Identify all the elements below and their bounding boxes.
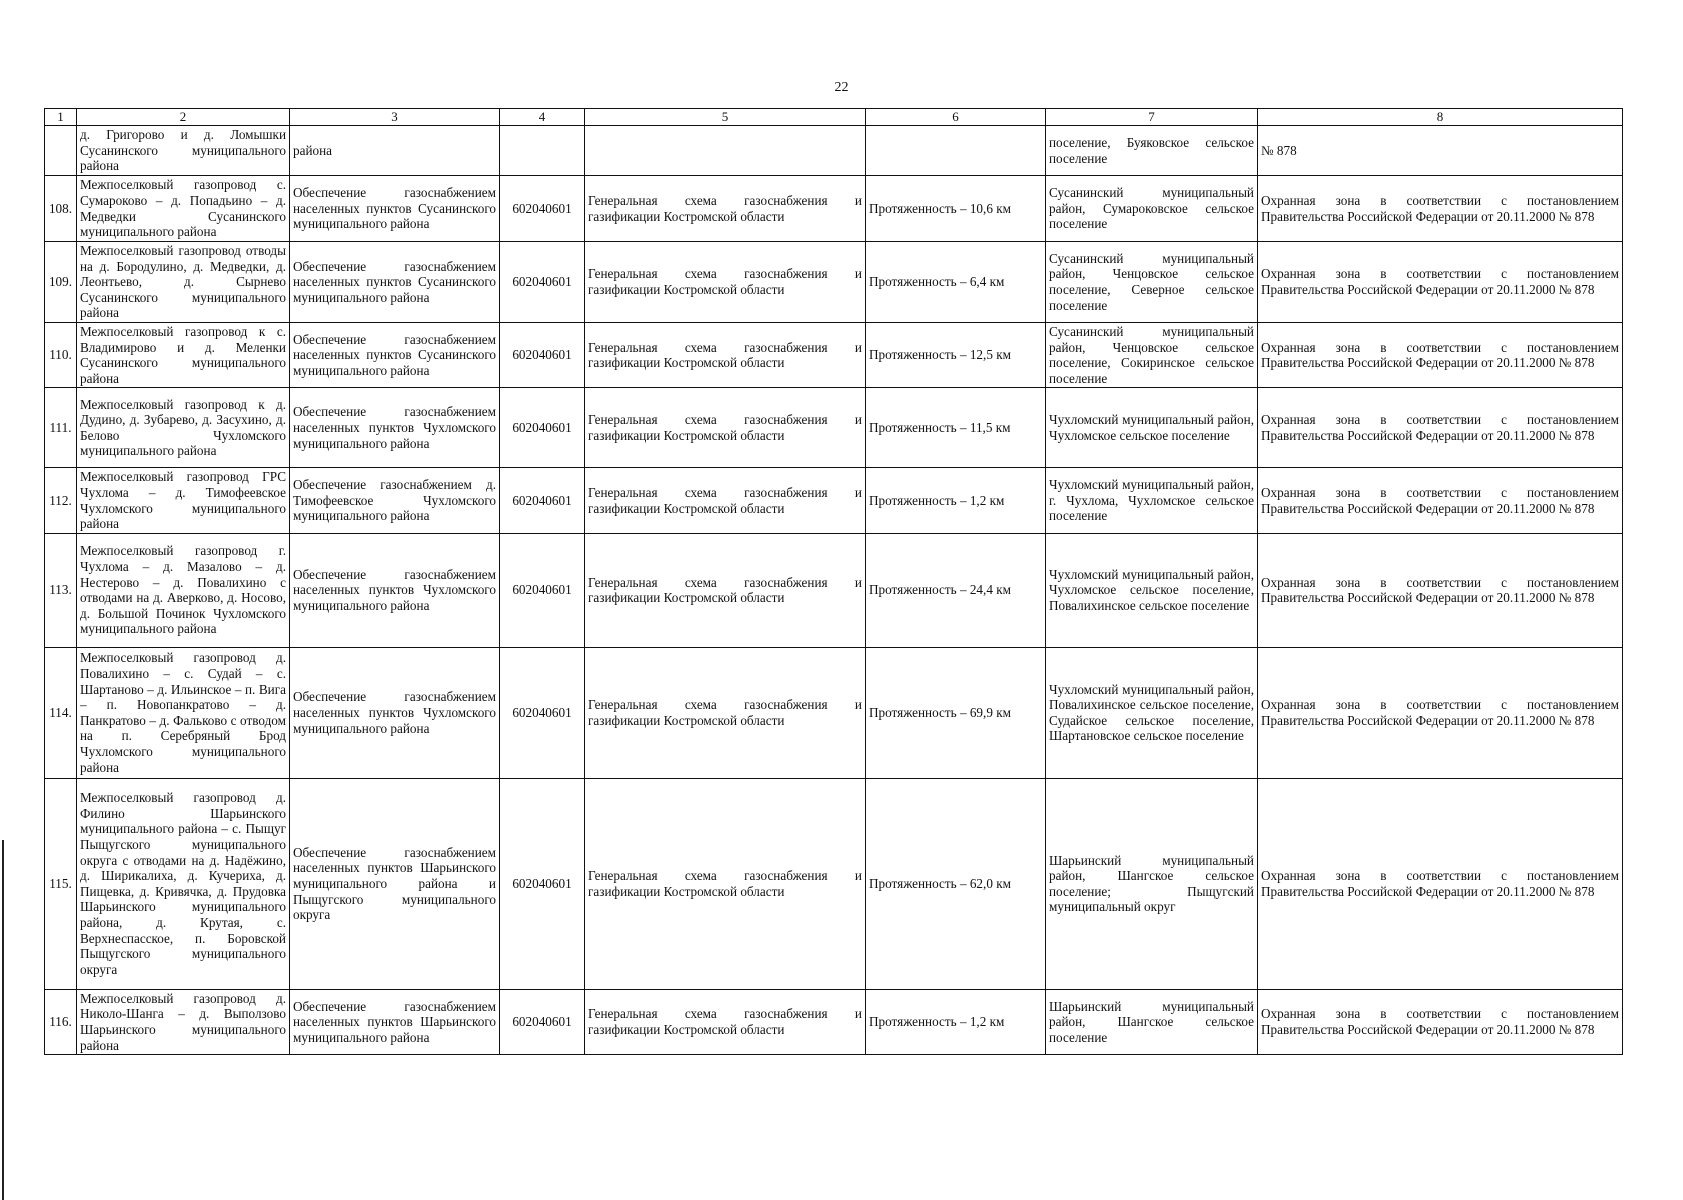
object-name-cell: Межпоселковый газопровод д. Филино Шарьинского муниципального района – с. Пыщуг Пыщугского муниципального округа с отводами на д. Надёжино, д. Ширикалиха, д. Кучериха, д. Пищевка, д. Кривячка, д. Прудовка Шарьинского муниципального района, д. Крутая, с. Верхнеспасское, п. Боровской Пыщугского муниципального округа [77,778,290,989]
column-header: 8 [1258,109,1623,126]
table-row [45,176,1623,242]
row-number-cell: 114. [45,647,77,778]
protection-zone-cell: Охранная зона в соответствии с постановлением Правительства Российской Федерации от 20.11.2000 № 878 [1258,322,1623,387]
row-number-cell: 108. [45,176,77,242]
row-number-cell: 111. [45,388,77,468]
purpose-cell: Обеспечение газоснабжением населенных пунктов Сусанинского муниципального района [290,242,500,323]
length-cell: Протяженность – 62,0 км [866,778,1046,989]
registry-table [44,108,1623,1055]
purpose-cell: Обеспечение газоснабжением населенных пунктов Сусанинского муниципального района [290,322,500,387]
document-cell: Генеральная схема газоснабжения и газификации Костромской области [585,322,866,387]
protection-zone-cell: Охранная зона в соответствии с постановлением Правительства Российской Федерации от 20.11.2000 № 878 [1258,647,1623,778]
row-number-cell: 115. [45,778,77,989]
column-header: 3 [290,109,500,126]
location-cell: Чухломский муниципальный район, Чухломское сельское поселение [1046,388,1258,468]
code-cell: 602040601 [500,242,585,323]
purpose-cell: Обеспечение газоснабжением населенных пунктов Чухломского муниципального района [290,533,500,647]
table-row [45,242,1623,323]
length-cell: Протяженность – 69,9 км [866,647,1046,778]
header-row [45,109,1623,126]
code-cell: 602040601 [500,989,585,1054]
table-rows [45,176,1623,1055]
table-row [45,322,1623,387]
document-cell: Генеральная схема газоснабжения и газификации Костромской области [585,533,866,647]
location-cell: Чухломский муниципальный район, Повалихинское сельское поселение, Судайское сельское поселение, Шартановское сельское поселение [1046,647,1258,778]
purpose-cell: Обеспечение газоснабжением д. Тимофеевское Чухломского муниципального района [290,468,500,533]
table-row [45,647,1623,778]
code-cell: 602040601 [500,647,585,778]
object-name-cell: Межпоселковый газопровод д. Николо-Шанга – д. Выползово Шарьинского муниципального района [77,989,290,1054]
code-cell: 602040601 [500,468,585,533]
length-cell: Протяженность – 6,4 км [866,242,1046,323]
continuation-zone-cell: № 878 [1258,126,1623,176]
object-name-cell: Межпоселковый газопровод к с. Владимирово и д. Меленки Сусанинского муниципального района [77,322,290,387]
protection-zone-cell: Охранная зона в соответствии с постановлением Правительства Российской Федерации от 20.11.2000 № 878 [1258,242,1623,323]
length-cell: Протяженность – 12,5 км [866,322,1046,387]
protection-zone-cell: Охранная зона в соответствии с постановлением Правительства Российской Федерации от 20.11.2000 № 878 [1258,388,1623,468]
row-number-cell: 116. [45,989,77,1054]
column-header: 2 [77,109,290,126]
code-cell: 602040601 [500,176,585,242]
location-cell: Шарьинский муниципальный район, Шангское сельское поселение [1046,989,1258,1054]
column-header: 1 [45,109,77,126]
location-cell: Чухломский муниципальный район, Чухломское сельское поселение, Повалихинское сельское поселение [1046,533,1258,647]
protection-zone-cell: Охранная зона в соответствии с постановлением Правительства Российской Федерации от 20.11.2000 № 878 [1258,468,1623,533]
continuation-location-cell: поселение, Буяковское сельское поселение [1046,126,1258,176]
continuation-length-cell [866,126,1046,176]
continuation-code-cell [500,126,585,176]
purpose-cell: Обеспечение газоснабжением населенных пунктов Сусанинского муниципального района [290,176,500,242]
document-cell: Генеральная схема газоснабжения и газификации Костромской области [585,242,866,323]
table-row [45,533,1623,647]
object-name-cell: Межпоселковый газопровод отводы на д. Бородулино, д. Медведки, д. Леонтьево, д. Сырнево Сусанинского муниципального района [77,242,290,323]
document-cell: Генеральная схема газоснабжения и газификации Костромской области [585,468,866,533]
continuation-number-cell [45,126,77,176]
object-name-cell: Межпоселковый газопровод с. Сумароково – д. Попадьино – д. Медведки Сусанинского муниципального района [77,176,290,242]
location-cell: Сусанинский муниципальный район, Сумароковское сельское поселение [1046,176,1258,242]
protection-zone-cell: Охранная зона в соответствии с постановлением Правительства Российской Федерации от 20.11.2000 № 878 [1258,989,1623,1054]
location-cell: Шарьинский муниципальный район, Шангское сельское поселение; Пыщугский муниципальный округ [1046,778,1258,989]
length-cell: Протяженность – 24,4 км [866,533,1046,647]
length-cell: Протяженность – 10,6 км [866,176,1046,242]
object-name-cell: Межпоселковый газопровод г. Чухлома – д. Мазалово – д. Нестерово – д. Повалихино с отводами на д. Аверково, д. Носово, д. Большой Починок Чухломского муниципального района [77,533,290,647]
column-header: 7 [1046,109,1258,126]
object-name-cell: Межпоселковый газопровод ГРС Чухлома – д. Тимофеевское Чухломского муниципального района [77,468,290,533]
continuation-row [45,126,1623,176]
document-cell: Генеральная схема газоснабжения и газификации Костромской области [585,647,866,778]
column-header: 5 [585,109,866,126]
table-row [45,468,1623,533]
purpose-cell: Обеспечение газоснабжением населенных пунктов Чухломского муниципального района [290,388,500,468]
page-number: 22 [834,80,849,95]
document-cell: Генеральная схема газоснабжения и газификации Костромской области [585,388,866,468]
row-number-cell: 113. [45,533,77,647]
code-cell: 602040601 [500,778,585,989]
continuation-purpose-cell: района [290,126,500,176]
length-cell: Протяженность – 11,5 км [866,388,1046,468]
purpose-cell: Обеспечение газоснабжением населенных пунктов Шарьинского муниципального района и Пыщугского муниципального округа [290,778,500,989]
protection-zone-cell: Охранная зона в соответствии с постановлением Правительства Российской Федерации от 20.11.2000 № 878 [1258,533,1623,647]
code-cell: 602040601 [500,322,585,387]
document-cell: Генеральная схема газоснабжения и газификации Костромской области [585,778,866,989]
table-row [45,989,1623,1054]
column-header: 6 [866,109,1046,126]
location-cell: Чухломский муниципальный район, г. Чухлома, Чухломское сельское поселение [1046,468,1258,533]
protection-zone-cell: Охранная зона в соответствии с постановлением Правительства Российской Федерации от 20.11.2000 № 878 [1258,176,1623,242]
object-name-cell: Межпоселковый газопровод д. Повалихино – с. Судай – с. Шартаново – д. Ильинское – п. Вига – п. Новопанкратово – д. Панкратово – д. Фальково с отводом на п. Серебряный Брод Чухломского муниципального района [77,647,290,778]
purpose-cell: Обеспечение газоснабжением населенных пунктов Шарьинского муниципального района [290,989,500,1054]
location-cell: Сусанинский муниципальный район, Ченцовское сельское поселение, Северное сельское поселение [1046,242,1258,323]
row-number-cell: 110. [45,322,77,387]
document-cell: Генеральная схема газоснабжения и газификации Костромской области [585,989,866,1054]
length-cell: Протяженность – 1,2 км [866,989,1046,1054]
purpose-cell: Обеспечение газоснабжением населенных пунктов Чухломского муниципального района [290,647,500,778]
row-number-cell: 109. [45,242,77,323]
continuation-name-cell: д. Григорово и д. Ломышки Сусанинского муниципального района [77,126,290,176]
table-row [45,778,1623,989]
code-cell: 602040601 [500,388,585,468]
location-cell: Сусанинский муниципальный район, Ченцовское сельское поселение, Сокиринское сельское поселение [1046,322,1258,387]
document-cell: Генеральная схема газоснабжения и газификации Костромской области [585,176,866,242]
continuation-document-cell [585,126,866,176]
scan-margin-line [2,840,4,1200]
code-cell: 602040601 [500,533,585,647]
object-name-cell: Межпоселковый газопровод к д. Дудино, д. Зубарево, д. Засухино, д. Белово Чухломского муниципального района [77,388,290,468]
row-number-cell: 112. [45,468,77,533]
length-cell: Протяженность – 1,2 км [866,468,1046,533]
table-row [45,388,1623,468]
protection-zone-cell: Охранная зона в соответствии с постановлением Правительства Российской Федерации от 20.11.2000 № 878 [1258,778,1623,989]
column-header: 4 [500,109,585,126]
